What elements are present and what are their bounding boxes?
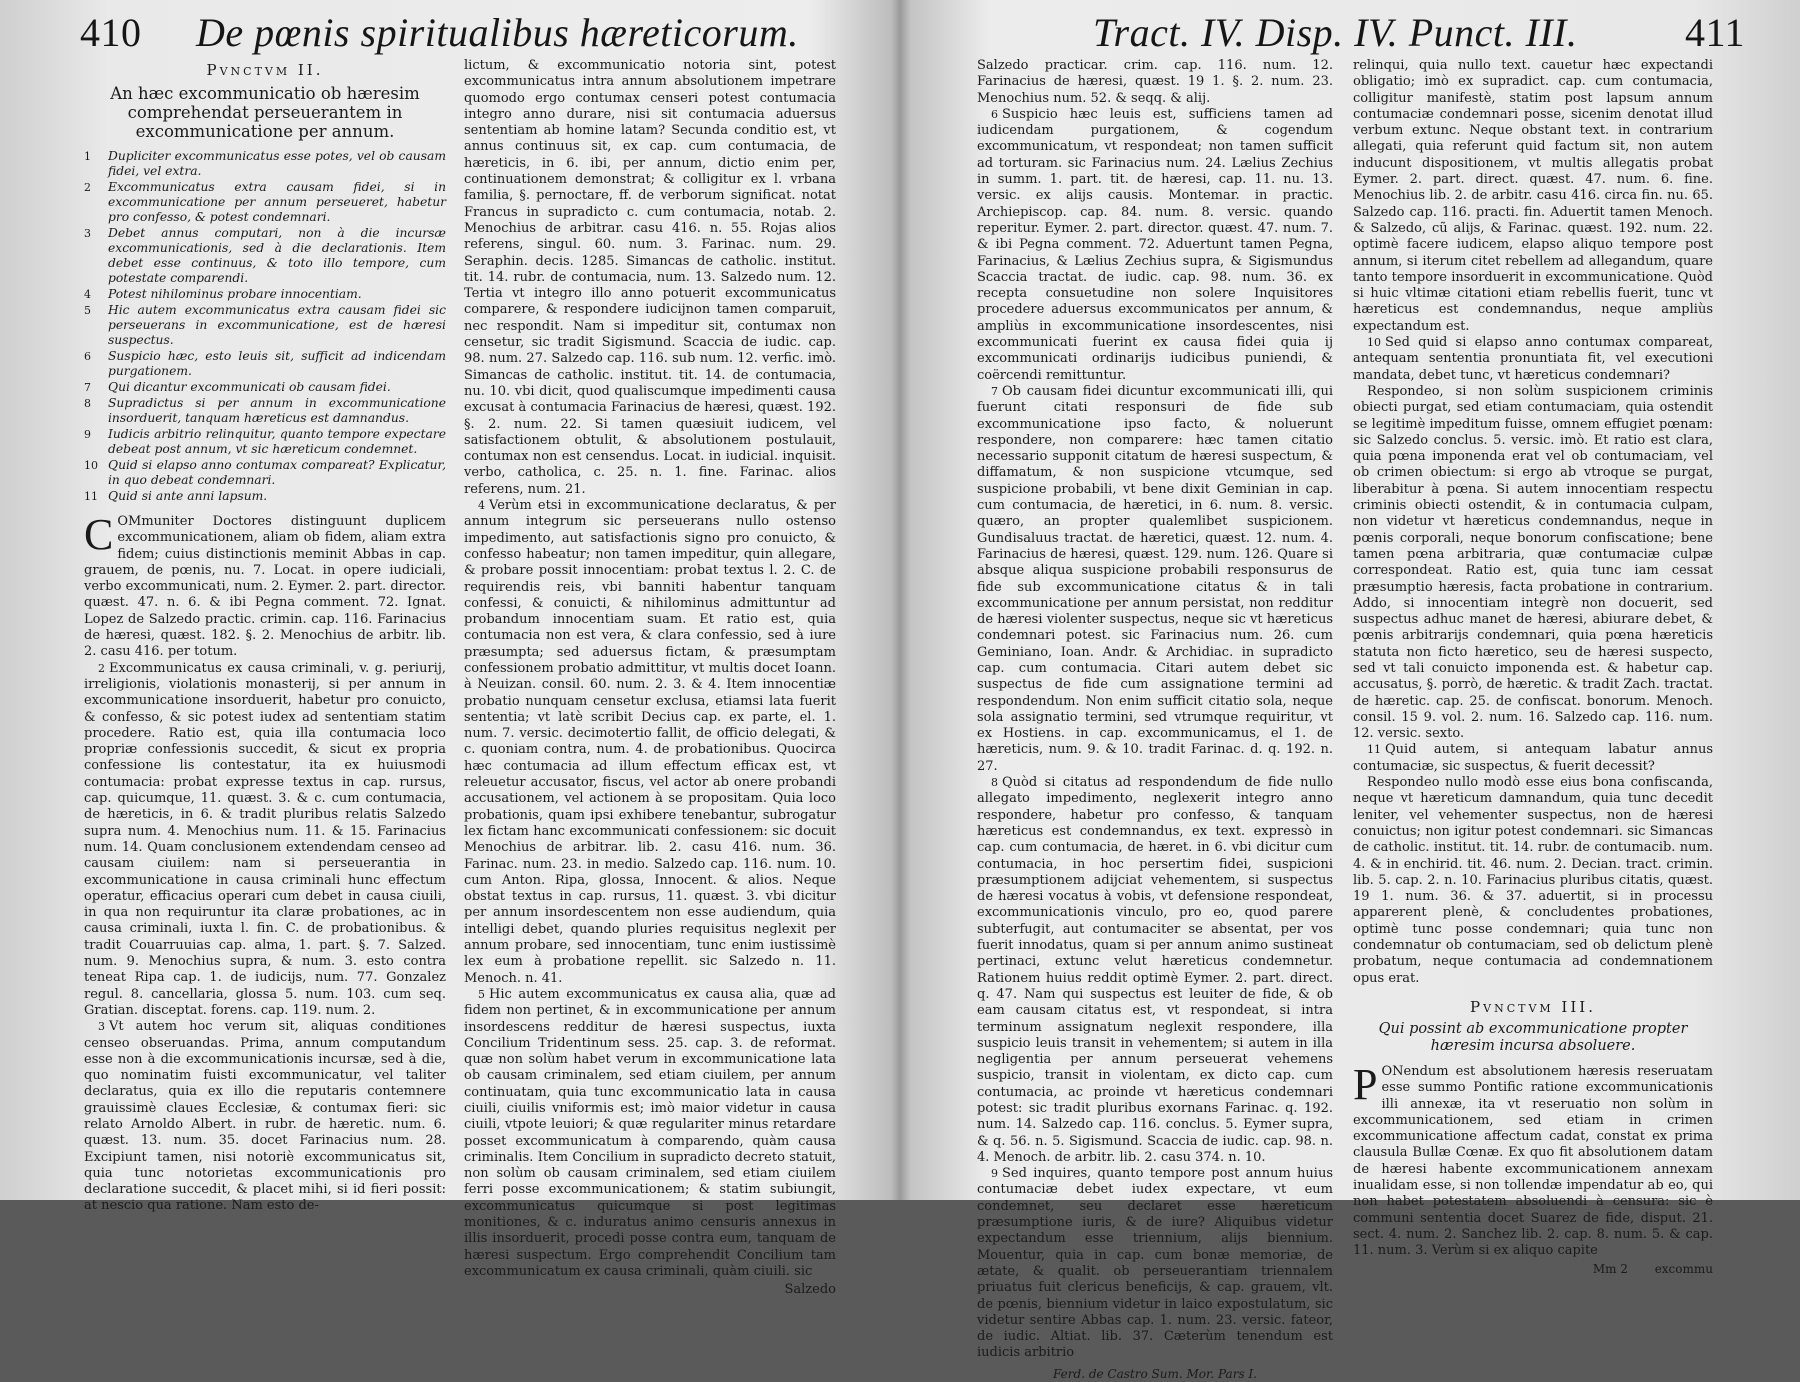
body-paragraph: C OMmuniter Doctores distinguunt duplicem excommunicationem, aliam ob fidem, aliam extra fidem; cuius distinctionis meminit Abbas in cap. grauem, de pœnis, nu. 7. Locat. in opere iudiciali, verbo excommunicati, num. 2. Eymer. 2. part. director. quæst. 47. n. 6. & ibi Pegna comment. 72. Ignat. Lopez de Salzedo practic. crimin. cap. 116. Farinacius de hæresi, quæst. 182. §. 2. Menochius de arbitr. lib. 2. casu 416. per totum. (84, 510, 446, 660)
body-paragraph: Respondeo nullo modò esse eius bona confiscanda, neque vt hæreticum damnandum, quia tunc decedit leniter, vel vehementer suspectus, non de hæresi conuictus; non igitur potest condemnari. sic Simancas de catholic. institut. tit. 14. rubr. de contumacib. num. 4. & in enchirid. tit. 46. num. 2. Decian. tract. crimin. lib. 5. cap. 2. n. 10. Farinacius pluribus citatis, quæst. 19 1. num. 36. & 37. aduertit, si in processu apparerent plenè, & concludentes probationes, optimè tunc posse condemnari; quia tunc non condemnatur ob contumaciam, sed ob delictum plenè probatum, neque contumacia ad condemnationem opus erat. (1353, 775, 1713, 986)
question-heading: Qui possint ab excommunicatione propter hæresim incursa absoluere. (1378, 1020, 1688, 1055)
right-column-2 (1353, 58, 1713, 1278)
right-page (905, 0, 1800, 1381)
question-heading: An hæc excommunicatio ob hæresim comprehendat perseuerantem in excommunicatione per annum. (110, 84, 420, 141)
summary-item: 1 Dupliciter excommunicatus esse potes, vel ob causam fidei, vel extra. (84, 149, 446, 178)
body-paragraph: relinqui, quia nullo text. cauetur hæc expectandi obligatio; imò ex supradict. cap. cum contumacia, colligitur manifestè, statim post lapsum annum contumaciæ condemnari posse, sicenim denotat illud verbum extunc. Neque obstant text. in contrarium allegati, quia referunt quid factum sit, non autem inducunt dispositionem, vt multis allegatis probat Eymer. 2. part. direct. quæst. 47. num. 6. fine. Menochius lib. 2. de arbitr. casu 416. circa fin. nu. 65. Salzedo cap. 116. practi. fin. Aduertit tamen Menoch. & Salzedo, cũ alijs, & Farinac. quæst. 192. num. 22. optimè facere iudicem, elapso aliquo tempore post annum, si iterum citet rebellem ad allegandum, quare tanto tempore insorduerit in excommunicatione. Quòd si huic vltimæ citationi etiam rebellis fuerit, tunc vt hæreticus est condemnandus, neque ampliùs expectandum est. (1353, 58, 1713, 334)
punctum-heading: Pvnctvm III. (1470, 997, 1596, 1016)
body-paragraph: 9 Sed inquires, quanto tempore post annum huius contumaciæ debet iudex expectare, vt eum condemnet, seu declaret esse hæreticum præsumptione iuris, & de iure? Aliquibus videtur expectandum esse triennium, alijs biennium. Mouentur, quia in cap. cum bonæ memoriæ, de ætate, & qualit. ob perseuerantiam triennalem priuatus fuit clericus beneficijs, & cap. grauem, vlt. de pœnis, biennium videtur in laico expostulatum, sic videtur sentire Abbas cap. 1. num. 23. versic. fateor, de iudic. Altiat. lib. 37. Cæterùm tenendum est iudicis arbitrio (977, 1166, 1333, 1361)
catchword: excommu (1654, 1262, 1713, 1277)
summary-item: 5 Hic autem excommunicatus extra causam fidei sic perseuerans in excommunicatione, est de hæresi suspectus. (84, 303, 446, 347)
drop-cap: P (1353, 1059, 1378, 1109)
left-page (0, 0, 895, 1298)
summary-item: 3 Debet annus computari, non à die incursæ excommunicationis, sed à die declarationis. Item debet esse continuus, & toto illo tempore, cum potestate comparendi. (84, 226, 446, 285)
summary-item: 8 Supradictus si per annum in excommunicatione insorduerit, tanquam hæreticus est damnandus. (84, 396, 446, 425)
summary-item: 7 Qui dicantur excommunicati ob causam fidei. (84, 380, 391, 394)
summary-item: 6 Suspicio hæc, esto leuis sit, sufficit ad indicendam purgationem. (84, 349, 446, 378)
running-head-left: De pœnis spiritualibus hæreticorum. (196, 10, 799, 55)
page-number-left: 410 (80, 10, 142, 55)
body-paragraph: 6 Suspicio hæc leuis est, sufficiens tamen ad iudicendam purgationem, & cogendum excommunicatum, vt respondeat; non tamen sufficit ad torturam. sic Farinacius num. 24. Lælius Zechius in summ. 1. part. tit. de hæresi, cap. 11. nu. 13. versic. ex alijs causis. Montemar. in practic. Archiepiscop. cap. 84. num. 8. versic. quando reperitur. Eymer. 2. part. director. quæst. 47. num. 7. & ibi Pegna comment. 72. Aduertunt tamen Pegna, Farinacius, & Lælius Zechius supra, & Sigismundus Scaccia tractat. de iudic. cap. 98. num. 36. ex recepta consuetudine non solere Inquisitores procedere aduersus excommunicatos per annum, & ampliùs in excommunicatione insordescentes, nisi excommunicati fuerint ex causa fidei quia ij excommunicati ordinarijs iudicibus puniendi, & coërcendi remittuntur. (977, 106, 1333, 383)
summary-item: 4 Potest nihilominus probare innocentiam. (84, 287, 362, 301)
right-column-1 (977, 58, 1333, 1382)
drop-cap: C (84, 510, 114, 559)
left-column-1 (84, 58, 446, 1215)
summary-item: 9 Iudicis arbitrio relinquitur, quanto tempore expectare debeat post annum, vt sic hæreticum condemnet. (84, 427, 446, 456)
summary-item: 2 Excommunicatus extra causam fidei, si in excommunicatione per annum perseueret, habetur pro confesso, & potest condemnari. (84, 180, 446, 224)
body-paragraph: P ONendum est absolutionem hæresis reseruatam esse summo Pontific ratione excommunicationis illi annexæ, ita vt reseruatio non solùm in excommunicationem, sed etiam in crimen excommunicatione affectum cadat, constat ex prima clausula Bullæ Cœnæ. Ex quo fit absolutionem datam de hæresi habente excommunicationem annexam inualidam esse, si non tollendæ impendatur ab eo, qui non habet potestatem absoluendi à censura: sic è communi sententia docet Suarez de fide, disput. 21. sect. 4. num. 2. Sanchez lib. 2. cap. 8. num. 5. & cap. 11. num. 3. Verùm si ex aliquo capite (1353, 1059, 1713, 1259)
summary-list (84, 149, 446, 504)
body-paragraph: 4 Verùm etsi in excommunicatione declaratus, & per annum integrum sic perseuerans nullo ostenso impedimento, aut satisfactionis signo pro conuicto, & confesso habeatur; non tamen impeditur, quin allegare, & probare possit innocentiam: probat textus l. 2. C. de requirendis reis, vbi banniti habentur tanquam confessi, & conuicti, & nihilominus admittuntur ad probandum innocentiam suam. Et ratio est, quia contumacia non est vera, & clara confessio, sed à iure præsumpta; sed aduersus fictam, & præsumptam confessionem probatio admittitur, vt multis docet Ioann. à Neuizan. consil. 60. num. 2. 3. & 4. Item innocentiæ probatio nunquam censetur exclusa, etiamsi lata fuerit sententia; vt latè scribit Decius cap. ex parte, el. 1. num. 7. versic. decimotertio fallit, de officio delegati, & c. quoniam contra, num. 4. de probationibus. Quocirca hæc contumacia ad illum effectum efficax est, vt releuetur accusator, fiscus, vel actor ab onere probandi accusationem, vel actionem à se propositam. Quia loco probationis, quam ipsi exhibere tenebantur, subrogatur lex fictam hanc excommunicati confessionem: sic docuit Menochius de arbitrar. lib. 2. casu 416. num. 36. Farinac. num. 23. in medio. Salzedo cap. 116. num. 10. cum Anton. Ripa, glossa, Innocent. & alios. Neque obstat textus in cap. rursus, 11. quæst. 3. vbi dicitur per annum insordescentem non esse audiendum, quia intelligi debet, quando pluries requisitus neglexit per annum probare, sed innocentiam, tunc enim iustissimè lex eum à probatione repellit. sic Salzedo n. 11. Menoch. n. 41. (464, 498, 836, 986)
catchword: Salzedo (784, 1282, 836, 1298)
left-column-2 (464, 58, 836, 1299)
page-number-right: 411 (1685, 10, 1746, 55)
signature-mark: Mm 2 excommu (1592, 1262, 1713, 1277)
summary-item: 11 Quid si ante anni lapsum. (84, 489, 268, 503)
body-paragraph: lictum, & excommunicatio notoria sint, potest excommunicatus intra annum absolutionem impetrare quomodo ergo contumax censeri potest contumacia integro anno durare, nisi sit contumacia aduersus sententiam ab homine latam? Secunda conditio est, vt annus continuus sit, ex cap. cum contumacia, de hæreticis, in 6. ibi, per annum, dictio enim per, continuationem demonstrat; & colligitur ex l. vrbana familia, §. pernoctare, ff. de verborum significat. notat Francus in supradicto c. cum contumacia, notab. 2. Menochius de arbitrar. casu 416. n. 55. Rojas alios referens, singul. 60. num. 3. Farinac. num. 29. Seraphin. decis. 1285. Simancas de catholic. institut. tit. 14. rubr. de contumacia, num. 13. Salzedo num. 12. Tertia vt integro illo anno potuerit excommunicatus comparere, & respondere iudicijnon tamen comparuit, nec respondit. Nam si impeditur sit, contumax non censetur, sic tradit Sigismund. Scaccia de iudic. cap. 98. num. 27. Salzedo cap. 116. sub num. 12. verfic. imò. Simancas de catholic. institut. tit. 14. de contumacia, nu. 10. vbi dicit, quod qualiscumque impedimenti causa excusat à contumacia Farinacius de hæresi, quæst. 192. §. 2. num. 22. Si tamen quæsiuit iudicem, vel satisfactionem obtulit, & absolutionem postulauit, contumax non est censendus. Locat. in iudicial. inquisit. verbo, catholica, c. 25. n. 1. fine. Farinac. alios referens, num. 21. (464, 58, 836, 497)
punctum-heading: Pvnctvm II. (206, 61, 324, 79)
running-head-right: Tract. IV. Disp. IV. Punct. III. (1093, 10, 1578, 55)
body-paragraph: 11 Quid autem, si antequam labatur annus contumaciæ, sic suspectus, & fuerit decessit? (1353, 742, 1713, 774)
body-paragraph: 10 Sed quid si elapso anno contumax compareat, antequam sententia pronuntiata fit, vel executioni mandata, debet tunc, vt hæreticus condemnari? (1353, 335, 1713, 383)
body-paragraph: Salzedo practicar. crim. cap. 116. num. 12. Farinacius de hæresi, quæst. 19 1. §. 2. num. 23. Menochius num. 52. & seqq. & alij. (977, 58, 1333, 106)
summary-item: 10 Quid si elapso anno contumax compareat? Explicatur, in quo debeat condemnari. (84, 458, 446, 487)
body-paragraph: 7 Ob causam fidei dicuntur excommunicati illi, qui fuerunt citati responsuri de fide sub excommunicatione ipso facto, & noluerunt respondere, non comparere: hæc tamen citatio necessario supponit citatum de hæresi suspectum, & diffamatum, & non suspicione vtcumque, sed suspicione probabili, vt bene dixit Geminian in cap. cum contumacia, de hæretici, in 6. num. 8. versic. quæro, an propter qualemlibet suspicionem. Gundisaluus tractat. de hæretici, quæst. 12. num. 4. Farinacius de hæresi, quæst. 129. num. 126. Quare si absque aliqua suspicione probabili responsurus de fide sub excommunicatione citatus & in tali excommunicatione per annum persistat, non redditur de hæresi violenter suspectus, neque sic vt hæreticus condemnari potest. sic Farinacius num. 26. cum Geminiano, Ioan. Andr. & Archidiac. in supradicto cap. cum contumacia. Citari autem debet sic suspectus de fide cum assignatione termini ad respondendum. Non enim sufficit citatio sola, neque sola assignatio termini, sed vtrumque requiritur, vt ex Hostiens. in cap. excommunicamus, el 1. de hæreticis, num. 9. & 10. tradit Farinac. d. q. 192. n. 27. (977, 383, 1333, 774)
page-footer: Ferd. de Castro Sum. Mor. Pars I. (1053, 1366, 1257, 1381)
body-paragraph: 2 Excommunicatus ex causa criminali, v. g. periurij, irreligionis, violationis monasterij, si per annum in excommunicatione insorduerit, habetur pro conuicto, & confesso, & sic potest iudex ad sententiam statim procedere. Ratio est, quia illa contumacia loco propriæ confessionis succedit, & sicut ex propria confessione lis contestatur, ita ex huiusmodi contumacia: probat expresse textus in cap. rursus, cap. quicumque, 11. quæst. 3. & c. cum contumacia, de hæreticis, in 6. & tradit pluribus relatis Salzedo supra num. 4. Menochius num. 11. & 15. Farinacius num. 14. Quam conclusionem extendendam censeo ad causam ciuilem: nam si perseuerantia in excommunicatione in causa criminali hunc effectum operatur, efficacius operari cum debet in causa ciuili, in qua non requiruntur ita claræ probationes, ac in causa criminali, iuxta l. fin. C. de probationibus. & tradit Couarruuias cap. alma, 1. part. §. 7. Salzed. num. 9. Menochius supra, & num. 3. esto contra teneat Ripa cap. 1. de iudicijs, num. 77. Gonzalez regul. 8. cancellaria, glossa 5. num. 103. cum seq. Gratian. disceptat. forens. cap. 119. num. 2. (84, 660, 446, 1018)
body-paragraph: 3 Vt autem hoc verum sit, aliquas conditiones censeo obseruandas. Prima, annum computandum esse non à die excommunicationis incursæ, sed à die, quo nominatim fuisti excommunicatur, vel taliter declaratus, quia ex illo die reputaris contemnere grauissimè claues Ecclesiæ, & contumax fieri: sic relato Arnoldo Albert. in rubr. de hæretic. num. 6. quæst. 13. num. 35. docet Farinacius num. 28. Excipiunt tamen, nisi notoriè excommunicatus sit, quia tunc notorietas excommunicationis pro declaratione succedit, & placet mihi, si id fieri possit: at nescio qua ratione. Nam esto de- (84, 1019, 446, 1214)
body-paragraph: 5 Hic autem excommunicatus ex causa alia, quæ ad fidem non pertinet, & in excommunicatione per annum insordescens redditur de hæresi suspectus, iuxta Concilium Tridentinum sess. 25. cap. 3. de reformat. quæ non solùm habet verum in excommunicatione lata ob causam criminalem, sed etiam ciuilem, per annum continuatam, quia tunc excommunicatio lata in causa ciuili, ciuilis vniformis est; imò maior videtur in causa ciuili, vtpote leuiori; & quæ regulariter minus retardare posset excommunicatum à comparendo, quàm causa criminalis. Item Concilium in supradicto decreto statuit, non solùm ob causam criminalem, sed etiam ciuilem ferri posse excommunicationem; & statim subiungit, excommunicatus quicumque si post legitimas monitiones, & c. induratus animo censuris annexus in illis insorduerit, procedi posse contra eum, tanquam de hæresi suspectum. Ergo comprehendit Concilium tam excommunicatum ex causa criminali, quàm ciuili. sic (464, 986, 836, 1279)
body-paragraph: Respondeo, si non solùm suspicionem criminis obiecti purgat, sed etiam contumaciam, quia ostendit se legitimè impeditum fuisse, omnem effugiet pœnam: sic Salzedo conclus. 5. versic. imò. Et ratio est clara, quia pœna imponenda erat vel ob contumaciam, vel ob crimen obiectum: si ergo ab vtroque se purgat, liberabitur à pœna. Si autem innocentiam respectu criminis obiecti ostendit, & in contumacia culpam, non videtur vt hæreticus condemnandus, neque in pœnis corporali, neque bonorum confiscatione; bene tamen pœna arbitraria, quæ contumaciæ culpæ correspondeat. Ratio est, quia tunc iam cessat præsumptio hæresis, facta probatione in contrarium. Addo, si innocentiam integrè non docuerit, sed suspectus adhuc manet de hæresi, abiurare debet, & pœnis arbitrarijs condemnari, quia pœna hæreticis statuta non ficto hæretico, seu de hæresi suspecto, sed vt tali conuicto imponenda est. & habetur cap. accusatus, §. porrò, de hæretic. & tradit Zach. tractat. de hæretic. cap. 25. de confiscat. bonorum. Menoch. consil. 15 9. vol. 2. num. 16. Salzedo cap. 116. num. 12. versic. sexto. (1353, 383, 1713, 742)
body-paragraph: 8 Quòd si citatus ad respondendum de fide nullo allegato impedimento, neglexerit integro anno respondere, habetur pro confesso, & tanquam hæreticus est condemnandus, ex text. expressò in cap. cum contumacia, de hæret. in 6. vbi dicitur cum contumacia, in hoc persertim fidei, suspicioni præsumptionem adijciat vehementem, si suspectus de hæresi vocatus à vobis, vt defensione respondeat, excommunicationis vinculo, pro eo, quod parere subterfugit, aut contumaciter se absentat, per vos fuerit innodatus, quam si per annum animo sustineat pertinaci, extunc velut hæreticus condemnetur. Rationem huius reddit optimè Eymer. 2. part. direct. q. 47. Nam qui suspectus est leuiter de fide, & ob eam causam citatus est, vt respondeat, si intra terminum assignatum neglexit respondere, illa suspicio leuis transit in vehementem; si autem in illa negligentia per annum perseuerat vehemens suspicio, transit in violentam, ex dicto cap. cum contumacia, ac proinde vt hæreticus condemnari potest: sic tradit pluribus exornans Farinac. q. 192. num. 14. Salzedo cap. 116. conclus. 5. Eymer supra, & q. 56. n. 5. Sigismund. Scaccia de iudic. cap. 98. n. 4. Menoch. de arbitr. lib. 2. casu 374. n. 10. (977, 775, 1333, 1165)
